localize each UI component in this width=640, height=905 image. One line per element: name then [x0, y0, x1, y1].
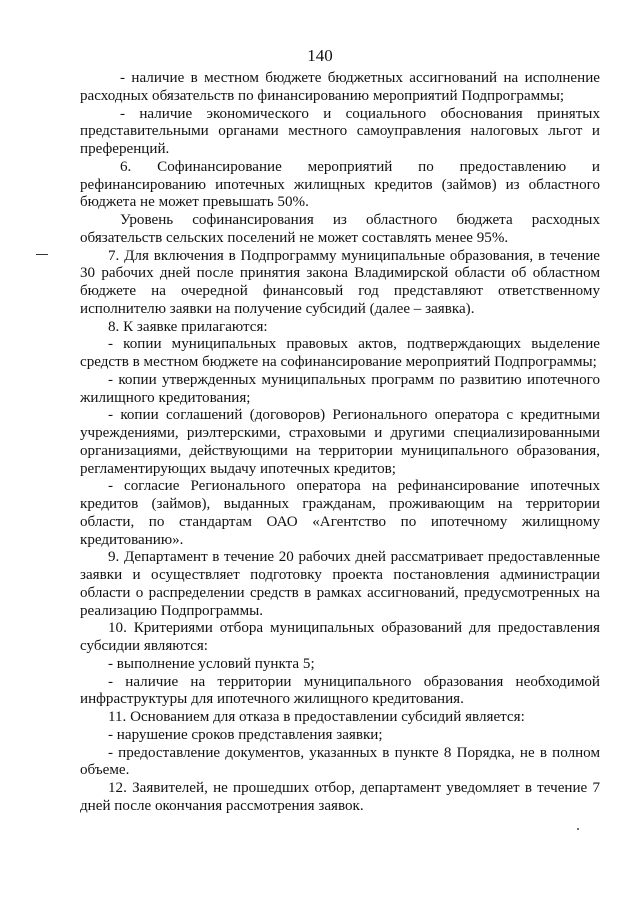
paragraph-8-attachments: 8. К заявке прилагаются:	[108, 318, 268, 335]
paragraph-budget-allocations: - наличие в местном бюджете бюджетных ассигнований на исполнение расходных обязательств по финансированию мероприятий Подпрограммы;	[80, 70, 600, 104]
list-item-condition-5: - выполнение условий пункта 5;	[108, 655, 315, 672]
list-item-legal-acts: - копии муниципальных правовых актов, подтверждающих выделение средств в местном бюджете на софинансирование мероприятий Подпрограммы;	[80, 336, 600, 370]
paragraph-10-criteria: 10. Критериями отбора муниципальных образований для предоставления субсидии являются:	[80, 620, 600, 654]
paragraph-11-refusal: 11. Основанием для отказа в предоставлении субсидий является:	[108, 709, 525, 725]
paragraph-12-notification: 12. Заявителей, не прошедших отбор, департамент уведомляет в течение 7 дней после окончания рассмотрения заявок.	[80, 780, 600, 814]
list-item-operator-consent: - согласие Регионального оператора на рефинансирование ипотечных кредитов (займов), выданных гражданам, проживающим на территории области, по стандартам ОАО «Агентство по ипотечному жилищному кредитованию».	[80, 478, 600, 548]
list-item-programs: - копии утвержденных муниципальных программ по развитию ипотечного жилищного кредитования;	[80, 371, 600, 406]
list-item-incomplete-documents: - предоставление документов, указанных в пункте 8 Порядка, не в полном объеме.	[80, 744, 600, 779]
margin-mark	[36, 254, 48, 255]
page-number: 140	[307, 46, 333, 65]
paragraph-economic-justification: - наличие экономического и социального обоснования принятых представительными органами местного самоуправления налоговых льгот и преференций.	[80, 105, 600, 157]
list-item-deadline-violation: - нарушение сроков представления заявки;	[108, 726, 383, 743]
list-item-infrastructure: - наличие на территории муниципального образования необходимой инфраструктуры для ипотечного жилищного кредитования.	[80, 673, 600, 708]
paragraph-cofinancing-level: Уровень софинансирования из областного бюджета расходных обязательств сельских поселений не может составлять менее 95%.	[80, 212, 600, 246]
scan-speck	[577, 828, 579, 830]
paragraph-7-inclusion: 7. Для включения в Подпрограмму муниципальные образования, в течение 30 рабочих дней после принятия закона Владимирской области об областном бюджете на очередной финансовый год представляют ответственному исполнителю заявки на получение субсидий (далее – заявка).	[80, 247, 600, 317]
paragraph-6-cofinancing: 6. Софинансирование мероприятий по предоставлению и рефинансированию ипотечных жилищных кредитов (займов) из областного бюджета не может превышать 50%.	[80, 158, 600, 211]
list-item-agreements: - копии соглашений (договоров) Регионального оператора с кредитными учреждениями, риэлтерскими, страховыми и другими специализированными организациями, действующими на территории муниципального образования, регламентирующих выдачу ипотечных кредитов;	[80, 407, 600, 477]
document-body	[80, 70, 600, 816]
paragraph-9-review: 9. Департамент в течение 20 рабочих дней рассматривает предоставленные заявки и осуществляет подготовку проекта постановления администрации области о распределении средств в рамках ассигнований, предусмотренных на реализацию Подпрограммы.	[80, 549, 600, 619]
